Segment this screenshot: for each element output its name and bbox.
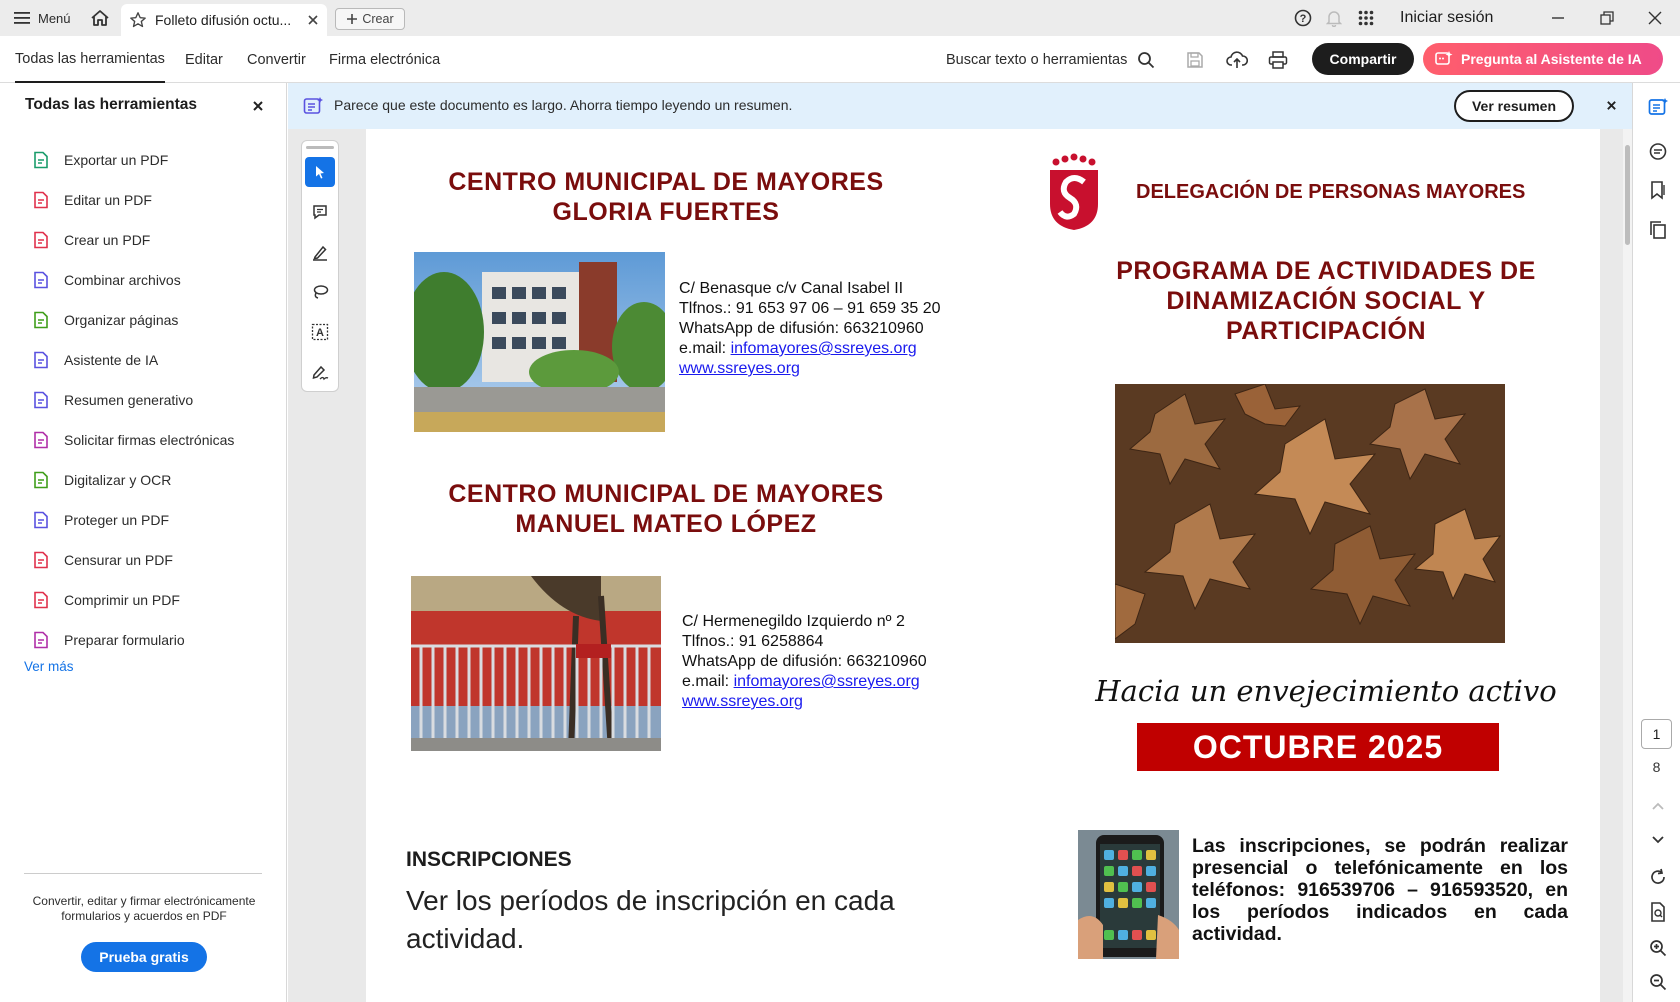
document-search-icon: [1649, 902, 1667, 922]
previous-page-button[interactable]: [1647, 795, 1669, 817]
tab-convert[interactable]: Convertir: [247, 51, 306, 68]
export-pdf-icon: [32, 151, 50, 169]
sign-tool[interactable]: [305, 357, 335, 387]
print-button[interactable]: [1268, 36, 1288, 83]
tab-all-tools[interactable]: Todas las herramientas: [15, 36, 165, 83]
tab-edit[interactable]: Editar: [185, 51, 223, 68]
create-pdf-icon: [32, 231, 50, 249]
center2-phone: Tlfnos.: 91 6258864: [682, 633, 824, 650]
organize-pages-icon: [32, 311, 50, 329]
center1-contact: [679, 279, 941, 379]
total-pages: 8: [1652, 759, 1661, 775]
municipal-logo: [1046, 152, 1102, 230]
current-page-field[interactable]: 1: [1641, 719, 1672, 749]
draw-tool[interactable]: [305, 277, 335, 307]
minimize-icon: [1550, 10, 1566, 26]
comment-bubble-icon: [1648, 142, 1668, 162]
tool-item-label: Resumen generativo: [64, 392, 194, 408]
create-label: Crear: [362, 12, 394, 26]
inscripciones-heading: INSCRIPCIONES: [406, 848, 572, 871]
minimize-button[interactable]: [1550, 0, 1566, 36]
tool-item-label: Exportar un PDF: [64, 152, 169, 168]
comments-rail-button[interactable]: [1647, 141, 1669, 163]
center1-email-line: [679, 339, 941, 359]
zoom-in-icon: [1649, 939, 1667, 957]
chevron-up-icon: [1651, 801, 1665, 811]
summary-icon: [1648, 97, 1668, 117]
tools-panel: [0, 83, 287, 1002]
combine-files-icon: [32, 271, 50, 289]
page-info-button[interactable]: [1647, 901, 1669, 923]
lasso-icon: [311, 283, 329, 301]
program-title-line3: PARTICIPACIÓN: [1225, 317, 1427, 345]
svg-text:A: A: [316, 327, 324, 339]
ai-sparkle-icon: [1435, 50, 1453, 68]
close-icon: [252, 100, 264, 112]
quick-tools-bar: [301, 140, 339, 392]
inscripciones-text: Ver los períodos de inscripción en cada actividad.: [406, 885, 895, 954]
hamburger-icon: [14, 11, 30, 25]
tool-item-export-pdf[interactable]: [32, 147, 168, 173]
center2-email-link[interactable]: infomayores@ssreyes.org: [733, 673, 920, 690]
plus-icon: [346, 13, 358, 25]
tools-panel-title: Todas las herramientas: [25, 96, 198, 113]
free-trial-button[interactable]: Prueba gratis: [81, 942, 207, 972]
zoom-in-button[interactable]: [1647, 937, 1669, 959]
text-box-icon: [311, 323, 329, 341]
share-button[interactable]: Compartir: [1312, 43, 1414, 75]
tool-item-scan-ocr[interactable]: [32, 467, 171, 493]
panel-divider: [24, 873, 262, 874]
center2-email-line: [682, 672, 927, 692]
redact-pdf-icon: [32, 551, 50, 569]
center1-email-link[interactable]: infomayores@ssreyes.org: [730, 340, 917, 357]
pdf-page: [366, 129, 1600, 1002]
help-button[interactable]: [1294, 0, 1312, 36]
program-title: [1046, 256, 1606, 346]
tool-item-label: Preparar formulario: [64, 632, 185, 648]
cursor-icon: [312, 164, 328, 180]
apps-grid-icon: [1358, 10, 1374, 26]
tab-title: Folleto difusión octu...: [155, 12, 292, 28]
signature-pen-icon: [311, 363, 329, 381]
compress-pdf-icon: [32, 591, 50, 609]
pages-icon: [1648, 220, 1668, 240]
view-summary-button[interactable]: Ver resumen: [1454, 90, 1574, 122]
scan-ocr-icon: [32, 471, 50, 489]
help-icon: [1294, 9, 1312, 27]
program-title-line2: DINAMIZACIÓN SOCIAL Y: [1166, 287, 1486, 315]
summary-banner-text: Parece que este documento es largo. Ahorra tiempo leyendo un resumen.: [334, 97, 793, 113]
center2-address: C/ Hermenegildo Izquierdo nº 2: [682, 613, 905, 630]
center1-address: C/ Benasque c/v Canal Isabel II: [679, 280, 904, 297]
rotate-button[interactable]: [1647, 866, 1669, 888]
tool-item-label: Crear un PDF: [64, 232, 151, 248]
search-tools[interactable]: [946, 36, 1155, 83]
summary-banner-icon: [303, 96, 323, 116]
menu-button[interactable]: [14, 0, 71, 36]
month-badge: OCTUBRE 2025: [1137, 723, 1499, 771]
upload-cloud-button[interactable]: [1226, 36, 1248, 83]
tool-item-label: Censurar un PDF: [64, 552, 173, 568]
next-page-button[interactable]: [1647, 829, 1669, 851]
thumbnails-rail-button[interactable]: [1647, 219, 1669, 241]
drag-handle[interactable]: [306, 146, 334, 149]
tab-esign[interactable]: Firma electrónica: [329, 51, 441, 68]
center2-whatsapp: WhatsApp de difusión: 663210960: [682, 653, 927, 670]
protect-pdf-icon: [32, 511, 50, 529]
tool-item-label: Organizar páginas: [64, 312, 179, 328]
registration-text: Las inscripciones, se podrán realizar presencial o telefónicamente en los teléfonos: 916539706 – 916593520, en los períodos indicados en cada actividad.: [1192, 835, 1568, 945]
title-bar: [0, 0, 1680, 36]
edit-pdf-icon: [32, 191, 50, 209]
main-toolbar: [0, 36, 1680, 83]
delegation-title: DELEGACIÓN DE PERSONAS MAYORES: [1136, 181, 1526, 203]
center2-contact: [682, 612, 927, 712]
tool-item-label: Proteger un PDF: [64, 512, 170, 528]
center2-title-line1: CENTRO MUNICIPAL DE MAYORES: [448, 480, 884, 508]
zoom-out-icon: [1649, 973, 1667, 991]
tool-item-redact-pdf[interactable]: [32, 547, 173, 573]
svg-text:?: ?: [1299, 13, 1307, 25]
tool-item-request-signatures[interactable]: [32, 427, 234, 453]
tool-item-ai-assistant[interactable]: [32, 347, 158, 373]
tool-item-label: Editar un PDF: [64, 192, 152, 208]
notifications-button[interactable]: [1326, 0, 1342, 36]
program-title-line1: PROGRAMA DE ACTIVIDADES DE: [1116, 257, 1536, 285]
promo-text: Convertir, editar y firmar electrónicamente formularios y acuerdos en PDF: [32, 894, 256, 923]
see-more-link[interactable]: Ver más: [24, 659, 74, 674]
summary-banner: [288, 83, 1632, 129]
tool-item-create-pdf[interactable]: [32, 227, 150, 253]
document-tab[interactable]: [121, 4, 327, 36]
ai-assistant-icon: [32, 351, 50, 369]
zoom-out-button[interactable]: [1647, 971, 1669, 993]
star-icon[interactable]: [129, 11, 147, 29]
tool-item-generative-summary[interactable]: [32, 387, 193, 413]
generative-summary-icon: [32, 391, 50, 409]
center2-title-line2: MANUEL MATEO LÓPEZ: [515, 510, 817, 538]
center1-title: [396, 167, 936, 227]
tool-item-label: Digitalizar y OCR: [64, 472, 172, 488]
highlight-tool[interactable]: [305, 237, 335, 267]
tool-item-label: Solicitar firmas electrónicas: [64, 432, 235, 448]
bookmark-icon: [1648, 180, 1668, 200]
pen-icon: [311, 243, 329, 261]
printer-icon: [1268, 51, 1288, 69]
chevron-down-icon: [1651, 835, 1665, 845]
save-icon: [1186, 51, 1204, 69]
home-icon: [90, 9, 110, 27]
apps-button[interactable]: [1358, 0, 1374, 36]
ai-assistant-button[interactable]: [1423, 43, 1663, 75]
tool-item-organize-pages[interactable]: [32, 307, 178, 333]
ai-assistant-label: Pregunta al Asistente de IA: [1461, 51, 1642, 67]
center1-whatsapp: WhatsApp de difusión: 663210960: [679, 320, 924, 337]
tool-item-edit-pdf[interactable]: [32, 187, 152, 213]
tool-item-label: Asistente de IA: [64, 352, 159, 368]
bell-icon: [1326, 9, 1342, 27]
slogan: Hacia un envejecimiento activo: [1095, 674, 1557, 708]
tool-item-compress-pdf[interactable]: [32, 587, 180, 613]
tool-item-prepare-form[interactable]: [32, 627, 185, 653]
smartphone-photo: [1078, 830, 1179, 959]
tool-item-label: Comprimir un PDF: [64, 592, 180, 608]
close-tab-icon[interactable]: [307, 14, 319, 26]
center1-title-line2: GLORIA FUERTES: [552, 198, 780, 226]
scrollbar-thumb[interactable]: [1625, 145, 1630, 245]
close-window-button[interactable]: [1647, 0, 1663, 36]
close-banner-button[interactable]: [1606, 100, 1617, 111]
center2-title: [396, 479, 936, 539]
close-window-icon: [1647, 10, 1663, 26]
close-panel-button[interactable]: [252, 100, 264, 112]
email-prefix: e.mail:: [679, 340, 731, 357]
page-scrollbar[interactable]: [1623, 129, 1632, 1002]
comment-tool[interactable]: [305, 197, 335, 227]
tool-item-combine-files[interactable]: [32, 267, 181, 293]
cloud-upload-icon: [1226, 51, 1248, 69]
signin-link[interactable]: Iniciar sesión: [1400, 9, 1494, 26]
comment-icon: [311, 203, 329, 221]
email-prefix: e.mail:: [682, 673, 734, 690]
center2-photo: [411, 576, 661, 751]
home-button[interactable]: [90, 0, 110, 36]
bookmarks-rail-button[interactable]: [1647, 179, 1669, 201]
prepare-form-icon: [32, 631, 50, 649]
rotate-icon: [1649, 868, 1667, 886]
generative-summary-rail-button[interactable]: [1647, 96, 1669, 118]
restore-button[interactable]: [1599, 0, 1615, 36]
center1-title-line1: CENTRO MUNICIPAL DE MAYORES: [448, 168, 884, 196]
save-button[interactable]: [1186, 36, 1204, 83]
text-select-tool[interactable]: [305, 317, 335, 347]
tool-item-protect-pdf[interactable]: [32, 507, 169, 533]
right-rail: [1632, 83, 1680, 1002]
tool-item-label: Combinar archivos: [64, 272, 181, 288]
search-icon: [1137, 51, 1155, 69]
center1-phone: Tlfnos.: 91 653 97 06 – 91 659 35 20: [679, 300, 941, 317]
center1-web-link[interactable]: www.ssreyes.org: [679, 360, 800, 377]
search-label: Buscar texto o herramientas: [946, 51, 1128, 68]
restore-icon: [1599, 10, 1615, 26]
create-button[interactable]: [335, 8, 405, 30]
select-tool[interactable]: [305, 157, 335, 187]
center2-web-link[interactable]: www.ssreyes.org: [682, 693, 803, 710]
menu-label: Menú: [38, 10, 71, 26]
request-signatures-icon: [32, 431, 50, 449]
center1-photo: [414, 252, 665, 432]
autumn-leaves-photo: [1115, 384, 1505, 643]
close-icon: [1606, 100, 1617, 111]
